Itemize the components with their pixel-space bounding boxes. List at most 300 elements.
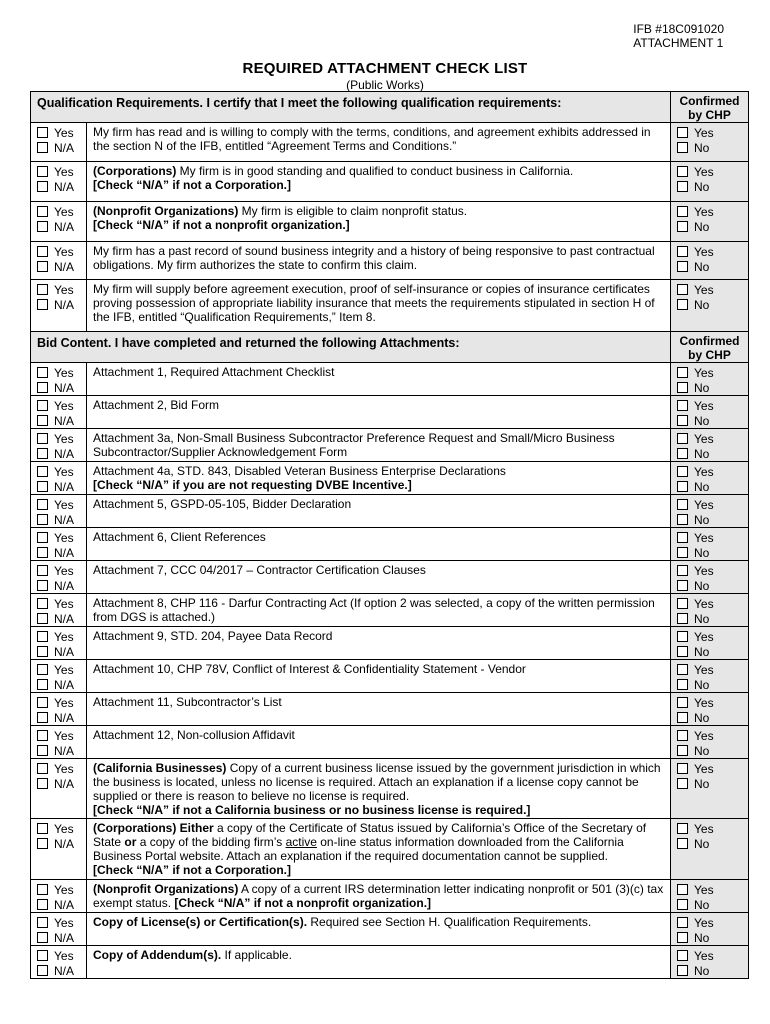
na-checkbox[interactable] (37, 613, 48, 624)
item-description (87, 561, 671, 594)
applicant-options (31, 396, 87, 429)
yes-checkbox[interactable] (37, 730, 48, 741)
chp-confirmation-options (671, 123, 749, 162)
confirm-yes-option[interactable] (677, 497, 748, 512)
bid-item-row (31, 363, 749, 396)
confirm-yes-checkbox[interactable] (677, 499, 688, 510)
yes-checkbox[interactable] (37, 565, 48, 576)
confirm-no-checkbox[interactable] (677, 965, 688, 976)
item-description (87, 759, 671, 819)
confirm-no-option[interactable] (677, 259, 748, 274)
yes-option[interactable] (37, 761, 86, 776)
confirm-no-checkbox[interactable] (677, 481, 688, 492)
yes-checkbox[interactable] (37, 367, 48, 378)
na-checkbox[interactable] (37, 514, 48, 525)
confirm-no-option[interactable] (677, 963, 748, 978)
item-lead: (Nonprofit Organizations) (93, 882, 239, 896)
na-option[interactable] (37, 479, 86, 494)
confirm-yes-checkbox[interactable] (677, 598, 688, 609)
confirm-yes-checkbox[interactable] (677, 367, 688, 378)
item-note: [Check “N/A” if not a nonprofit organization.] (174, 896, 432, 910)
yes-option[interactable] (37, 125, 86, 140)
item-description (87, 913, 671, 946)
confirm-no-checkbox[interactable] (677, 142, 688, 153)
confirm-yes-label: Yes (694, 125, 714, 140)
confirm-yes-label: Yes (694, 695, 714, 710)
confirm-no-option[interactable] (677, 140, 748, 155)
confirm-yes-checkbox[interactable] (677, 823, 688, 834)
confirm-yes-label: Yes (694, 431, 714, 446)
item-description (87, 880, 671, 913)
confirm-yes-option[interactable] (677, 728, 748, 743)
confirm-no-option[interactable] (677, 578, 748, 593)
confirm-yes-label: Yes (694, 596, 714, 611)
na-checkbox[interactable] (37, 965, 48, 976)
confirm-no-label: No (694, 836, 710, 851)
confirm-no-checkbox[interactable] (677, 580, 688, 591)
confirm-no-option[interactable] (677, 677, 748, 692)
confirm-no-label: No (694, 930, 710, 945)
applicant-options (31, 913, 87, 946)
chp-confirmation-options (671, 880, 749, 913)
chp-confirmation-options (671, 462, 749, 495)
confirm-no-label: No (694, 776, 710, 791)
na-option[interactable] (37, 512, 86, 527)
confirm-no-checkbox[interactable] (677, 613, 688, 624)
confirm-yes-checkbox[interactable] (677, 565, 688, 576)
item-text: Attachment 7, CCC 04/2017 – Contractor Certification Clauses (93, 563, 426, 577)
confirm-no-checkbox[interactable] (677, 778, 688, 789)
yes-option[interactable] (37, 164, 86, 179)
na-option[interactable] (37, 259, 86, 274)
confirm-no-option[interactable] (677, 297, 748, 312)
applicant-options (31, 429, 87, 462)
yes-label: Yes (54, 431, 74, 446)
item-text: Copy of a current business license issued by the government jurisdiction in which the business is located, unless no license is required. Attach an explanation if a license copy cannot be supplied or there is reason to believe no license is required. (93, 761, 661, 803)
yes-label: Yes (54, 398, 74, 413)
confirm-no-checkbox[interactable] (677, 712, 688, 723)
confirm-no-checkbox[interactable] (677, 838, 688, 849)
item-text: My firm has read and is willing to comply with the terms, conditions, and agreement exhibits addressed in the section N of the IFB, entitled “Agreement Terms and Conditions.” (93, 125, 651, 153)
bid-item-row (31, 693, 749, 726)
confirm-yes-option[interactable] (677, 821, 748, 836)
na-option[interactable] (37, 297, 86, 312)
item-text: Attachment 5, GSPD-05-105, Bidder Declaration (93, 497, 352, 511)
yes-label: Yes (54, 365, 74, 380)
na-label: N/A (54, 963, 75, 978)
confirm-yes-checkbox[interactable] (677, 631, 688, 642)
confirm-yes-option[interactable] (677, 125, 748, 140)
item-text: Attachment 3a, Non-Small Business Subcontractor Preference Request and Small/Micro Business Subcontractor/Supplier Acknowledgement Form (93, 431, 615, 459)
confirm-no-checkbox[interactable] (677, 181, 688, 192)
confirm-no-option[interactable] (677, 930, 748, 945)
confirm-yes-option[interactable] (677, 164, 748, 179)
attachment-number: ATTACHMENT 1 (633, 36, 724, 50)
confirm-no-label: No (694, 963, 710, 978)
confirm-no-option[interactable] (677, 776, 748, 791)
qualification-item-row (31, 202, 749, 242)
confirm-no-checkbox[interactable] (677, 382, 688, 393)
chp-confirmation-options (671, 946, 749, 979)
confirm-yes-checkbox[interactable] (677, 166, 688, 177)
na-option[interactable] (37, 836, 86, 851)
confirm-yes-option[interactable] (677, 915, 748, 930)
yes-checkbox[interactable] (37, 127, 48, 138)
na-option[interactable] (37, 677, 86, 692)
na-label: N/A (54, 512, 75, 527)
confirm-no-checkbox[interactable] (677, 448, 688, 459)
confirm-yes-option[interactable] (677, 282, 748, 297)
confirm-no-option[interactable] (677, 644, 748, 659)
chp-confirmation-options (671, 660, 749, 693)
confirm-no-option[interactable] (677, 479, 748, 494)
yes-option[interactable] (37, 629, 86, 644)
na-option[interactable] (37, 380, 86, 395)
na-label: N/A (54, 776, 75, 791)
na-option[interactable] (37, 963, 86, 978)
bid-item-row (31, 726, 749, 759)
confirm-yes-option[interactable] (677, 530, 748, 545)
applicant-options (31, 528, 87, 561)
na-checkbox[interactable] (37, 221, 48, 232)
confirm-yes-label: Yes (694, 563, 714, 578)
confirm-yes-checkbox[interactable] (677, 284, 688, 295)
confirm-yes-checkbox[interactable] (677, 763, 688, 774)
confirm-yes-option[interactable] (677, 882, 748, 897)
na-option[interactable] (37, 578, 86, 593)
yes-option[interactable] (37, 596, 86, 611)
yes-label: Yes (54, 125, 74, 140)
yes-checkbox[interactable] (37, 166, 48, 177)
confirm-no-checkbox[interactable] (677, 221, 688, 232)
yes-checkbox[interactable] (37, 433, 48, 444)
confirm-yes-checkbox[interactable] (677, 730, 688, 741)
yes-checkbox[interactable] (37, 206, 48, 217)
item-text: Attachment 6, Client References (93, 530, 266, 544)
confirm-yes-checkbox[interactable] (677, 400, 688, 411)
item-text: on-line status information downloaded from the California Business Portal website. Attach an explanation if the required documentation cannot be supplied. (93, 835, 624, 863)
yes-checkbox[interactable] (37, 631, 48, 642)
qualification-item-row (31, 162, 749, 202)
chp-confirmation-options (671, 913, 749, 946)
yes-option[interactable] (37, 204, 86, 219)
confirm-no-checkbox[interactable] (677, 415, 688, 426)
confirm-no-option[interactable] (677, 611, 748, 626)
confirm-yes-option[interactable] (677, 948, 748, 963)
item-description (87, 280, 671, 332)
na-checkbox[interactable] (37, 838, 48, 849)
na-label: N/A (54, 413, 75, 428)
chp-confirmation-options (671, 429, 749, 462)
confirm-no-label: No (694, 545, 710, 560)
na-checkbox[interactable] (37, 547, 48, 558)
yes-checkbox[interactable] (37, 284, 48, 295)
item-text: If applicable. (221, 948, 292, 962)
na-label: N/A (54, 836, 75, 851)
applicant-options (31, 462, 87, 495)
confirm-no-checkbox[interactable] (677, 514, 688, 525)
confirm-no-checkbox[interactable] (677, 299, 688, 310)
applicant-options (31, 242, 87, 280)
confirm-no-checkbox[interactable] (677, 547, 688, 558)
na-checkbox[interactable] (37, 932, 48, 943)
yes-option[interactable] (37, 695, 86, 710)
confirm-yes-option[interactable] (677, 204, 748, 219)
yes-option[interactable] (37, 821, 86, 836)
item-text: Required see Section H. Qualification Requirements. (307, 915, 592, 929)
yes-label: Yes (54, 282, 74, 297)
bid-item-row (31, 759, 749, 819)
confirm-no-checkbox[interactable] (677, 932, 688, 943)
confirm-no-label: No (694, 897, 710, 912)
yes-checkbox[interactable] (37, 400, 48, 411)
item-description (87, 202, 671, 242)
na-checkbox[interactable] (37, 679, 48, 690)
item-lead: (California Businesses) (93, 761, 227, 775)
na-option[interactable] (37, 743, 86, 758)
confirm-no-option[interactable] (677, 545, 748, 560)
item-lead: (Nonprofit Organizations) (93, 204, 239, 218)
confirm-no-option[interactable] (677, 710, 748, 725)
yes-label: Yes (54, 244, 74, 259)
yes-option[interactable] (37, 563, 86, 578)
yes-option[interactable] (37, 948, 86, 963)
confirm-yes-checkbox[interactable] (677, 433, 688, 444)
applicant-options (31, 660, 87, 693)
applicant-options (31, 123, 87, 162)
confirm-yes-option[interactable] (677, 695, 748, 710)
yes-label: Yes (54, 761, 74, 776)
confirm-yes-label: Yes (694, 761, 714, 776)
item-text: My firm is eligible to claim nonprofit status. (238, 204, 468, 218)
confirm-no-option[interactable] (677, 446, 748, 461)
confirm-no-option[interactable] (677, 380, 748, 395)
confirm-yes-checkbox[interactable] (677, 532, 688, 543)
confirm-yes-checkbox[interactable] (677, 127, 688, 138)
confirm-yes-checkbox[interactable] (677, 917, 688, 928)
item-note: [Check “N/A” if you are not requesting DVBE Incentive.] (93, 478, 412, 492)
qualification-item-row (31, 280, 749, 332)
confirm-yes-label: Yes (694, 204, 714, 219)
applicant-options (31, 759, 87, 819)
confirm-no-checkbox[interactable] (677, 261, 688, 272)
confirm-yes-option[interactable] (677, 464, 748, 479)
yes-option[interactable] (37, 244, 86, 259)
confirm-no-label: No (694, 179, 710, 194)
item-text: A copy of a current IRS determination letter indicating nonprofit or 501 (3)(c) tax exempt status. (93, 882, 664, 910)
confirm-yes-checkbox[interactable] (677, 697, 688, 708)
yes-label: Yes (54, 915, 74, 930)
yes-checkbox[interactable] (37, 532, 48, 543)
na-checkbox[interactable] (37, 745, 48, 756)
na-checkbox[interactable] (37, 142, 48, 153)
qualification-confirmed-heading: Confirmed by CHP (671, 92, 749, 123)
na-label: N/A (54, 179, 75, 194)
na-checkbox[interactable] (37, 712, 48, 723)
item-description (87, 594, 671, 627)
item-description (87, 363, 671, 396)
item-note: [Check “N/A” if not a Corporation.] (93, 863, 291, 877)
yes-label: Yes (54, 728, 74, 743)
confirm-yes-option[interactable] (677, 244, 748, 259)
yes-checkbox[interactable] (37, 598, 48, 609)
na-checkbox[interactable] (37, 481, 48, 492)
confirm-no-checkbox[interactable] (677, 899, 688, 910)
confirm-no-checkbox[interactable] (677, 679, 688, 690)
na-option[interactable] (37, 644, 86, 659)
na-checkbox[interactable] (37, 415, 48, 426)
na-option[interactable] (37, 219, 86, 234)
yes-checkbox[interactable] (37, 763, 48, 774)
na-checkbox[interactable] (37, 181, 48, 192)
na-option[interactable] (37, 611, 86, 626)
confirm-no-option[interactable] (677, 743, 748, 758)
ifb-number: IFB #18C091020 (633, 22, 724, 36)
applicant-options (31, 280, 87, 332)
yes-checkbox[interactable] (37, 884, 48, 895)
yes-checkbox[interactable] (37, 823, 48, 834)
confirm-no-option[interactable] (677, 897, 748, 912)
checklist-table (30, 91, 749, 979)
bid-item-row (31, 819, 749, 880)
bid-item-row (31, 396, 749, 429)
na-option[interactable] (37, 413, 86, 428)
na-option[interactable] (37, 897, 86, 912)
na-option[interactable] (37, 930, 86, 945)
na-label: N/A (54, 140, 75, 155)
yes-checkbox[interactable] (37, 950, 48, 961)
item-text: My firm is in good standing and qualified to conduct business in California. (176, 164, 574, 178)
yes-option[interactable] (37, 398, 86, 413)
yes-option[interactable] (37, 662, 86, 677)
yes-option[interactable] (37, 431, 86, 446)
confirm-no-option[interactable] (677, 836, 748, 851)
na-option[interactable] (37, 140, 86, 155)
item-text: My firm will supply before agreement execution, proof of self-insurance or copies of insurance certificates proving possession of appropriate liability insurance that meets the requirements stipulated in section H of the IFB, entitled “Qualification Requirements,” Item 8. (93, 282, 655, 324)
na-checkbox[interactable] (37, 646, 48, 657)
bid-item-row (31, 913, 749, 946)
yes-checkbox[interactable] (37, 246, 48, 257)
na-checkbox[interactable] (37, 261, 48, 272)
yes-label: Yes (54, 563, 74, 578)
confirm-no-option[interactable] (677, 179, 748, 194)
yes-option[interactable] (37, 282, 86, 297)
confirm-yes-checkbox[interactable] (677, 466, 688, 477)
na-label: N/A (54, 479, 75, 494)
chp-confirmation-options (671, 396, 749, 429)
confirm-yes-option[interactable] (677, 761, 748, 776)
bid-confirmed-heading: Confirmed by CHP (671, 332, 749, 363)
chp-confirmation-options (671, 528, 749, 561)
yes-checkbox[interactable] (37, 917, 48, 928)
bid-item-row (31, 462, 749, 495)
item-description (87, 123, 671, 162)
applicant-options (31, 819, 87, 880)
confirm-no-label: No (694, 413, 710, 428)
yes-checkbox[interactable] (37, 466, 48, 477)
yes-label: Yes (54, 662, 74, 677)
applicant-options (31, 627, 87, 660)
item-emphasis: or (124, 835, 137, 849)
confirm-no-checkbox[interactable] (677, 745, 688, 756)
yes-option[interactable] (37, 365, 86, 380)
na-option[interactable] (37, 710, 86, 725)
confirm-yes-label: Yes (694, 244, 714, 259)
confirm-no-option[interactable] (677, 219, 748, 234)
confirm-yes-option[interactable] (677, 431, 748, 446)
chp-confirmation-options (671, 726, 749, 759)
applicant-options (31, 693, 87, 726)
na-checkbox[interactable] (37, 299, 48, 310)
bid-section-header (31, 332, 749, 363)
confirm-no-label: No (694, 297, 710, 312)
yes-option[interactable] (37, 915, 86, 930)
item-description (87, 660, 671, 693)
confirm-yes-option[interactable] (677, 629, 748, 644)
yes-option[interactable] (37, 530, 86, 545)
confirm-yes-option[interactable] (677, 563, 748, 578)
yes-checkbox[interactable] (37, 499, 48, 510)
na-checkbox[interactable] (37, 448, 48, 459)
na-option[interactable] (37, 545, 86, 560)
confirm-yes-checkbox[interactable] (677, 950, 688, 961)
confirm-yes-option[interactable] (677, 662, 748, 677)
na-checkbox[interactable] (37, 580, 48, 591)
yes-checkbox[interactable] (37, 697, 48, 708)
confirm-no-label: No (694, 512, 710, 527)
item-text: Attachment 8, CHP 116 - Darfur Contracting Act (If option 2 was selected, a copy of the written permission from DGS is attached.) (93, 596, 655, 624)
yes-option[interactable] (37, 464, 86, 479)
na-option[interactable] (37, 776, 86, 791)
na-checkbox[interactable] (37, 382, 48, 393)
confirm-yes-option[interactable] (677, 596, 748, 611)
chp-confirmation-options (671, 594, 749, 627)
na-checkbox[interactable] (37, 778, 48, 789)
confirm-yes-checkbox[interactable] (677, 246, 688, 257)
chp-confirmation-options (671, 627, 749, 660)
page-title: REQUIRED ATTACHMENT CHECK LIST (242, 60, 528, 77)
confirm-yes-checkbox[interactable] (677, 884, 688, 895)
confirm-no-label: No (694, 259, 710, 274)
confirm-yes-option[interactable] (677, 365, 748, 380)
item-description (87, 946, 671, 979)
confirm-yes-option[interactable] (677, 398, 748, 413)
confirm-no-option[interactable] (677, 512, 748, 527)
yes-option[interactable] (37, 882, 86, 897)
yes-label: Yes (54, 948, 74, 963)
confirm-yes-checkbox[interactable] (677, 664, 688, 675)
na-option[interactable] (37, 446, 86, 461)
yes-label: Yes (54, 164, 74, 179)
yes-label: Yes (54, 821, 74, 836)
applicant-options (31, 495, 87, 528)
confirm-no-checkbox[interactable] (677, 646, 688, 657)
na-option[interactable] (37, 179, 86, 194)
qualification-item-row (31, 242, 749, 280)
yes-option[interactable] (37, 728, 86, 743)
confirm-no-option[interactable] (677, 413, 748, 428)
confirm-yes-label: Yes (694, 365, 714, 380)
confirm-yes-label: Yes (694, 915, 714, 930)
yes-checkbox[interactable] (37, 664, 48, 675)
item-lead: Copy of Addendum(s). (93, 948, 222, 962)
na-label: N/A (54, 297, 75, 312)
na-label: N/A (54, 611, 75, 626)
yes-option[interactable] (37, 497, 86, 512)
na-checkbox[interactable] (37, 899, 48, 910)
item-description (87, 495, 671, 528)
confirm-yes-checkbox[interactable] (677, 206, 688, 217)
